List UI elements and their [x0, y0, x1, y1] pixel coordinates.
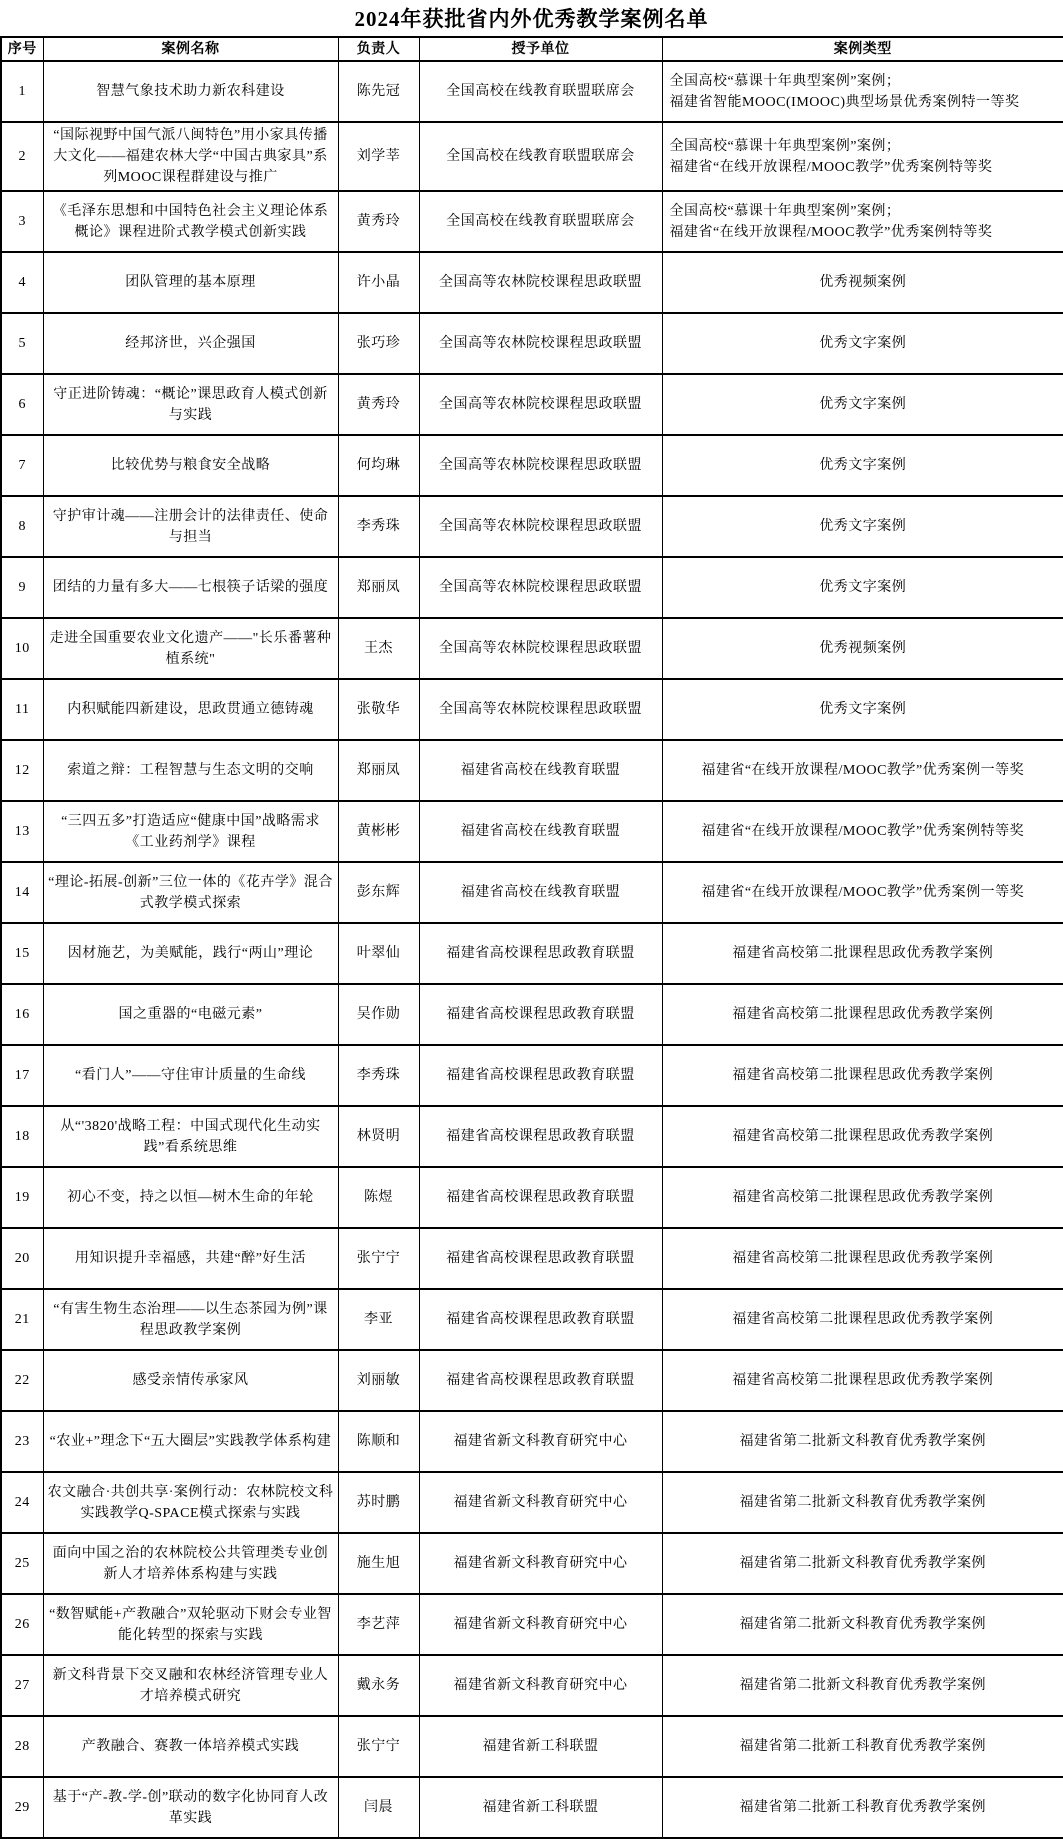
table-row — [1, 374, 1063, 435]
cell-person: 陈先冠 — [338, 61, 419, 122]
table-row — [1, 984, 1063, 1045]
cell-case-type: 福建省第二批新文科教育优秀教学案例 — [662, 1594, 1063, 1655]
cell-person: 黄秀玲 — [338, 191, 419, 252]
cell-person: 林贤明 — [338, 1106, 419, 1167]
col-header-case-type: 案例类型 — [662, 37, 1063, 61]
cell-no: 19 — [1, 1167, 43, 1228]
cell-case-name: 内积赋能四新建设，思政贯通立德铸魂 — [43, 679, 338, 740]
cell-person: 李亚 — [338, 1289, 419, 1350]
cell-person: 叶翠仙 — [338, 923, 419, 984]
table-row — [1, 435, 1063, 496]
cell-person: 许小晶 — [338, 252, 419, 313]
col-header-person: 负责人 — [338, 37, 419, 61]
cell-person: 陈顺和 — [338, 1411, 419, 1472]
cell-no: 12 — [1, 740, 43, 801]
cell-no: 7 — [1, 435, 43, 496]
cell-case-name: 从“'3820'战略工程：中国式现代化生动实践”看系统思维 — [43, 1106, 338, 1167]
cell-case-name: “看门人”——守住审计质量的生命线 — [43, 1045, 338, 1106]
cell-case-type: 福建省第二批新工科教育优秀教学案例 — [662, 1716, 1063, 1777]
col-header-unit: 授予单位 — [419, 37, 662, 61]
cell-person: 刘学莘 — [338, 122, 419, 191]
cell-unit: 福建省高校课程思政教育联盟 — [419, 1167, 662, 1228]
cell-unit: 全国高等农林院校课程思政联盟 — [419, 313, 662, 374]
cell-no: 5 — [1, 313, 43, 374]
cell-no: 1 — [1, 61, 43, 122]
cell-case-type: 福建省高校第二批课程思政优秀教学案例 — [662, 923, 1063, 984]
cell-case-type: 福建省第二批新文科教育优秀教学案例 — [662, 1411, 1063, 1472]
table-row — [1, 1594, 1063, 1655]
table-row — [1, 801, 1063, 862]
cell-case-name: 新文科背景下交叉融和农林经济管理专业人才培养模式研究 — [43, 1655, 338, 1716]
cell-case-type: 福建省高校第二批课程思政优秀教学案例 — [662, 1350, 1063, 1411]
table-row — [1, 679, 1063, 740]
cell-person: 彭东辉 — [338, 862, 419, 923]
cell-person: 黄彬彬 — [338, 801, 419, 862]
cell-unit: 福建省新工科联盟 — [419, 1777, 662, 1838]
cell-person: 苏时鹏 — [338, 1472, 419, 1533]
cell-case-name: 用知识提升幸福感，共建“醉”好生活 — [43, 1228, 338, 1289]
cases-table — [0, 36, 1063, 1839]
cell-no: 18 — [1, 1106, 43, 1167]
cell-person: 闫晨 — [338, 1777, 419, 1838]
cell-no: 11 — [1, 679, 43, 740]
cell-no: 23 — [1, 1411, 43, 1472]
cell-person: 戴永务 — [338, 1655, 419, 1716]
cell-unit: 全国高校在线教育联盟联席会 — [419, 122, 662, 191]
cell-no: 29 — [1, 1777, 43, 1838]
table-row — [1, 1716, 1063, 1777]
cell-case-type: 优秀视频案例 — [662, 618, 1063, 679]
cell-no: 8 — [1, 496, 43, 557]
cell-case-type: 福建省高校第二批课程思政优秀教学案例 — [662, 1167, 1063, 1228]
cell-case-type: 福建省高校第二批课程思政优秀教学案例 — [662, 1228, 1063, 1289]
table-row — [1, 1533, 1063, 1594]
table-row — [1, 313, 1063, 374]
cell-case-name: “有害生物生态治理——以生态茶园为例”课程思政教学案例 — [43, 1289, 338, 1350]
cell-unit: 全国高校在线教育联盟联席会 — [419, 191, 662, 252]
cell-unit: 福建省高校在线教育联盟 — [419, 740, 662, 801]
cell-case-type: 优秀视频案例 — [662, 252, 1063, 313]
cell-case-type: 福建省高校第二批课程思政优秀教学案例 — [662, 1106, 1063, 1167]
cell-case-type: 福建省高校第二批课程思政优秀教学案例 — [662, 1289, 1063, 1350]
table-row — [1, 1350, 1063, 1411]
cell-unit: 福建省高校课程思政教育联盟 — [419, 1045, 662, 1106]
cell-no: 14 — [1, 862, 43, 923]
cell-no: 22 — [1, 1350, 43, 1411]
cell-case-type: 全国高校“慕课十年典型案例”案例； 福建省智能MOOC(IMOOC)典型场景优秀案例特一等奖 — [662, 61, 1063, 122]
cell-no: 24 — [1, 1472, 43, 1533]
cell-person: 张宁宁 — [338, 1228, 419, 1289]
cell-unit: 全国高等农林院校课程思政联盟 — [419, 435, 662, 496]
cell-no: 28 — [1, 1716, 43, 1777]
cell-case-type: 福建省第二批新文科教育优秀教学案例 — [662, 1655, 1063, 1716]
cell-person: 陈煜 — [338, 1167, 419, 1228]
table-row — [1, 252, 1063, 313]
table-row — [1, 923, 1063, 984]
cell-unit: 福建省新文科教育研究中心 — [419, 1594, 662, 1655]
cell-person: 张巧珍 — [338, 313, 419, 374]
cell-case-type: 福建省第二批新工科教育优秀教学案例 — [662, 1777, 1063, 1838]
cell-case-type: 福建省“在线开放课程/MOOC教学”优秀案例一等奖 — [662, 862, 1063, 923]
table-row — [1, 122, 1063, 191]
cell-no: 17 — [1, 1045, 43, 1106]
cell-case-name: 团结的力量有多大——七根筷子话梁的强度 — [43, 557, 338, 618]
cell-no: 21 — [1, 1289, 43, 1350]
cell-case-name: 因材施艺，为美赋能，践行“两山”理论 — [43, 923, 338, 984]
cell-no: 16 — [1, 984, 43, 1045]
cell-case-type: 福建省第二批新文科教育优秀教学案例 — [662, 1533, 1063, 1594]
cell-unit: 福建省高校课程思政教育联盟 — [419, 1289, 662, 1350]
cell-unit: 全国高等农林院校课程思政联盟 — [419, 557, 662, 618]
cell-case-name: “数智赋能+产教融合”双轮驱动下财会专业智能化转型的探索与实践 — [43, 1594, 338, 1655]
cell-person: 刘丽敏 — [338, 1350, 419, 1411]
cell-no: 6 — [1, 374, 43, 435]
cell-case-name: 基于“产-教-学-创”联动的数字化协同育人改革实践 — [43, 1777, 338, 1838]
cell-no: 25 — [1, 1533, 43, 1594]
cell-case-name: 面向中国之治的农林院校公共管理类专业创新人才培养体系构建与实践 — [43, 1533, 338, 1594]
table-row — [1, 557, 1063, 618]
cell-person: 王杰 — [338, 618, 419, 679]
cell-case-type: 福建省高校第二批课程思政优秀教学案例 — [662, 984, 1063, 1045]
cell-unit: 福建省新文科教育研究中心 — [419, 1533, 662, 1594]
cell-case-type: 福建省“在线开放课程/MOOC教学”优秀案例一等奖 — [662, 740, 1063, 801]
cell-unit: 福建省高校在线教育联盟 — [419, 862, 662, 923]
table-row — [1, 1106, 1063, 1167]
cell-case-type: 全国高校“慕课十年典型案例”案例； 福建省“在线开放课程/MOOC教学”优秀案例特等奖 — [662, 191, 1063, 252]
cell-unit: 全国高等农林院校课程思政联盟 — [419, 374, 662, 435]
table-row — [1, 1228, 1063, 1289]
cell-unit: 福建省高校在线教育联盟 — [419, 801, 662, 862]
cell-unit: 福建省高校课程思政教育联盟 — [419, 984, 662, 1045]
cell-case-type: 福建省第二批新文科教育优秀教学案例 — [662, 1472, 1063, 1533]
page-title: 2024年获批省内外优秀教学案例名单 — [354, 7, 709, 31]
cell-unit: 福建省新工科联盟 — [419, 1716, 662, 1777]
cell-case-name: 产教融合、赛教一体培养模式实践 — [43, 1716, 338, 1777]
table-row — [1, 1655, 1063, 1716]
cell-person: 施生旭 — [338, 1533, 419, 1594]
cell-case-type: 福建省“在线开放课程/MOOC教学”优秀案例特等奖 — [662, 801, 1063, 862]
cell-unit: 全国高等农林院校课程思政联盟 — [419, 618, 662, 679]
cell-case-name: 智慧气象技术助力新农科建设 — [43, 61, 338, 122]
cell-unit: 全国高等农林院校课程思政联盟 — [419, 679, 662, 740]
table-row — [1, 496, 1063, 557]
cell-case-type: 优秀文字案例 — [662, 496, 1063, 557]
cell-no: 20 — [1, 1228, 43, 1289]
table-row — [1, 618, 1063, 679]
cell-case-type: 优秀文字案例 — [662, 313, 1063, 374]
cell-unit: 福建省新文科教育研究中心 — [419, 1411, 662, 1472]
cell-case-type: 优秀文字案例 — [662, 374, 1063, 435]
cell-case-name: 国之重器的“电磁元素” — [43, 984, 338, 1045]
table-row — [1, 1167, 1063, 1228]
cell-person: 黄秀玲 — [338, 374, 419, 435]
table-row — [1, 1045, 1063, 1106]
cell-unit: 福建省新文科教育研究中心 — [419, 1472, 662, 1533]
cell-unit: 福建省高校课程思政教育联盟 — [419, 1350, 662, 1411]
table-row — [1, 1289, 1063, 1350]
cell-unit: 全国高等农林院校课程思政联盟 — [419, 496, 662, 557]
cell-person: 吴作勋 — [338, 984, 419, 1045]
cell-no: 27 — [1, 1655, 43, 1716]
cell-case-name: “农业+”理念下“五大圈层”实践教学体系构建 — [43, 1411, 338, 1472]
cell-person: 何均琳 — [338, 435, 419, 496]
cell-unit: 福建省新文科教育研究中心 — [419, 1655, 662, 1716]
cell-person: 张宁宁 — [338, 1716, 419, 1777]
cell-no: 10 — [1, 618, 43, 679]
cell-case-type: 福建省高校第二批课程思政优秀教学案例 — [662, 1045, 1063, 1106]
cell-person: 李艺萍 — [338, 1594, 419, 1655]
cell-case-name: 守正进阶铸魂：“概论”课思政育人模式创新与实践 — [43, 374, 338, 435]
cell-unit: 福建省高校课程思政教育联盟 — [419, 1106, 662, 1167]
cell-person: 郑丽凤 — [338, 557, 419, 618]
cell-unit: 福建省高校课程思政教育联盟 — [419, 923, 662, 984]
cell-case-name: “三四五多”打造适应“健康中国”战略需求《工业药剂学》课程 — [43, 801, 338, 862]
cell-unit: 福建省高校课程思政教育联盟 — [419, 1228, 662, 1289]
cell-unit: 全国高等农林院校课程思政联盟 — [419, 252, 662, 313]
cell-no: 4 — [1, 252, 43, 313]
cell-person: 张敬华 — [338, 679, 419, 740]
cell-case-name: 走进全国重要农业文化遗产——"长乐番薯种植系统" — [43, 618, 338, 679]
cell-case-name: 经邦济世，兴企强国 — [43, 313, 338, 374]
cell-case-name: 《毛泽东思想和中国特色社会主义理论体系概论》课程进阶式教学模式创新实践 — [43, 191, 338, 252]
cell-case-name: “国际视野中国气派八闽特色”用小家具传播大文化——福建农林大学“中国古典家具”系列MOOC课程群建设与推广 — [43, 122, 338, 191]
cell-person: 郑丽凤 — [338, 740, 419, 801]
cell-case-name: “理论-拓展-创新”三位一体的《花卉学》混合式教学模式探索 — [43, 862, 338, 923]
cell-case-name: 感受亲情传承家风 — [43, 1350, 338, 1411]
table-row — [1, 61, 1063, 122]
cell-case-name: 团队管理的基本原理 — [43, 252, 338, 313]
cell-case-type: 优秀文字案例 — [662, 435, 1063, 496]
cell-no: 3 — [1, 191, 43, 252]
cell-person: 李秀珠 — [338, 1045, 419, 1106]
header-row — [1, 37, 1063, 61]
cell-case-type: 优秀文字案例 — [662, 679, 1063, 740]
cell-no: 9 — [1, 557, 43, 618]
cell-no: 15 — [1, 923, 43, 984]
table-row — [1, 1472, 1063, 1533]
table-row — [1, 1777, 1063, 1838]
cell-case-name: 守护审计魂——注册会计的法律责任、使命与担当 — [43, 496, 338, 557]
table-row — [1, 191, 1063, 252]
cell-case-name: 索道之辩：工程智慧与生态文明的交响 — [43, 740, 338, 801]
cell-no: 13 — [1, 801, 43, 862]
cell-case-type: 优秀文字案例 — [662, 557, 1063, 618]
col-header-case-name: 案例名称 — [43, 37, 338, 61]
table-row — [1, 862, 1063, 923]
cell-case-name: 比较优势与粮食安全战略 — [43, 435, 338, 496]
cell-no: 26 — [1, 1594, 43, 1655]
cell-case-name: 农文融合·共创共享·案例行动：农林院校文科实践教学Q-SPACE模式探索与实践 — [43, 1472, 338, 1533]
table-row — [1, 740, 1063, 801]
cell-unit: 全国高校在线教育联盟联席会 — [419, 61, 662, 122]
cell-case-name: 初心不变，持之以恒—树木生命的年轮 — [43, 1167, 338, 1228]
table-body — [1, 61, 1063, 1838]
col-header-no: 序号 — [1, 37, 43, 61]
cell-no: 2 — [1, 122, 43, 191]
cell-case-type: 全国高校“慕课十年典型案例”案例； 福建省“在线开放课程/MOOC教学”优秀案例特等奖 — [662, 122, 1063, 191]
table-row — [1, 1411, 1063, 1472]
cell-person: 李秀珠 — [338, 496, 419, 557]
